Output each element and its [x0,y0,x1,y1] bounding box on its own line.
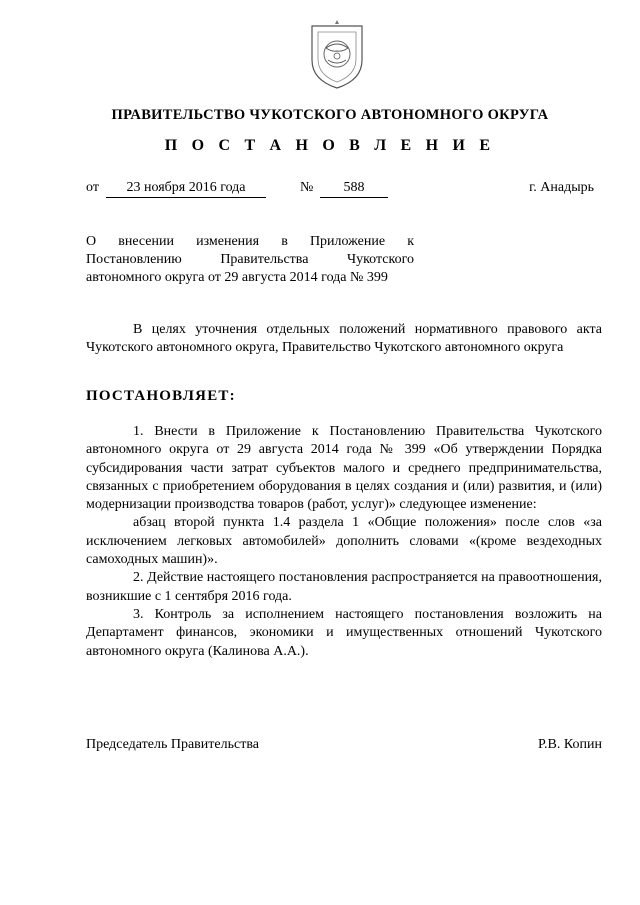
signatory-name: Р.В. Копин [538,737,602,752]
paragraph-2: 2. Действие настоящего постановления распространяется на правоотношения, возникшие с 1 сентября 2016 года. [86,570,602,604]
document-date: 23 ноября 2016 года [106,180,266,198]
preamble: В целях уточнения отдельных положений нормативного правового акта Чукотского автономного округа, Правительство Чукотского автономного округа [86,322,602,355]
document-body [86,423,602,661]
paragraph-3: 3. Контроль за исполнением настоящего постановления возложить на Департамент финансов, экономики и имущественных отношений Чукотского автономного округа (Калинова А.А.). [86,606,602,659]
coat-of-arms-emblem [306,18,368,92]
signatory-position: Председатель Правительства [86,737,259,752]
document-type: П О С Т А Н О В Л Е Н И Е [164,137,496,154]
number-prefix: № [300,180,314,195]
decree-heading: ПОСТАНОВЛЯЕТ: [86,388,236,404]
government-title: ПРАВИТЕЛЬСТВО ЧУКОТСКОГО АВТОНОМНОГО ОКРУГА [111,107,549,123]
document-subject: О внесении изменения в Приложение к Постановлению Правительства Чукотского автономного округа от 29 августа 2014 года № 399 [86,234,414,285]
paragraph-1-amendment: абзац второй пункта 1.4 раздела 1 «Общие положения» после слов «за исключением легковых автомобилей» дополнить словами «(кроме вездеходных самоходных машин)». [86,515,602,568]
document-meta [86,180,594,200]
paragraph-1: 1. Внести в Приложение к Постановлению Правительства Чукотского автономного округа от 29 августа 2014 года № 399 «Об утверждении Порядка субсидирования части затрат субъектов малого и среднего предпринимательства, связанных с приобретением оборудования в целях создания и (или) развития, и (или) модернизации производства товаров (работ, услуг)» следующее изменение: [86,424,602,513]
document-number: 588 [320,180,388,198]
document-city: г. Анадырь [529,180,594,195]
date-prefix: от [86,180,99,195]
